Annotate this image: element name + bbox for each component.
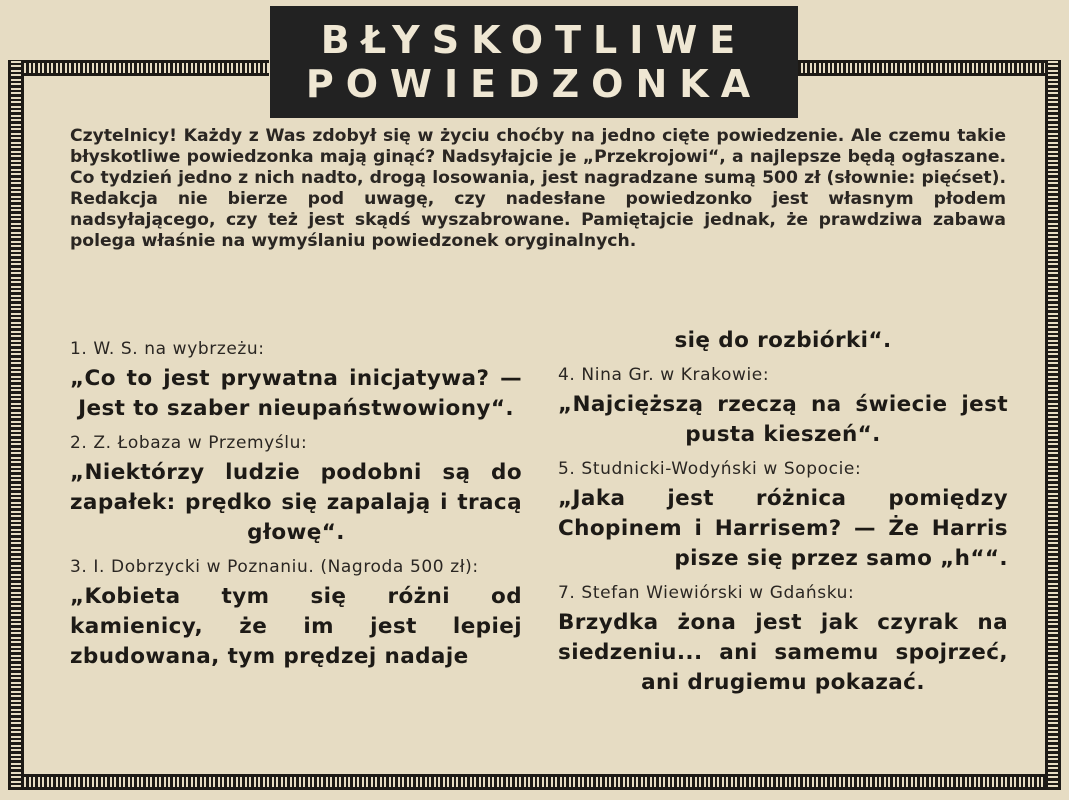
right-border: [1045, 60, 1061, 790]
entry-5-quote: „Jaka jest różnica pomiędzy Chopinem i Harrisem? — Że Harris pisze się przez samo „h““.: [558, 486, 1008, 571]
left-border: [8, 60, 24, 790]
entry-4-quote: „Najcięższą rzeczą na świecie jest pusta kieszeń“.: [558, 392, 1008, 447]
title-banner: [270, 6, 798, 118]
left-column: [70, 330, 522, 672]
entry-2-attribution: 2. Z. Łobaza w Przemyślu:: [70, 433, 308, 453]
top-border-left: [8, 60, 269, 76]
entry-3-quote-continued: się do rozbiórki“.: [674, 328, 892, 353]
entry-3-attribution: 3. I. Dobrzycki w Poznaniu. (Nagroda 500 zł):: [70, 557, 479, 577]
bottom-border: [8, 774, 1061, 790]
title-line-1: BŁYSKOTLIWE: [320, 18, 748, 62]
entry-1-quote: „Co to jest prywatna inicjatywa? — Jest to szaber nieupaństwowiony“.: [70, 366, 522, 421]
entry-2-quote: „Niektórzy ludzie podobni są do zapałek: prędko się zapalają i tracą głowę“.: [70, 460, 522, 545]
entry-5-attribution: 5. Studnicki-Wodyński w Sopocie:: [558, 459, 862, 479]
entry-3-quote: „Kobieta tym się różni od kamienicy, że im jest lepiej zbudowana, tym prędzej nadaje: [70, 584, 522, 669]
title-line-2: POWIEDZONKA: [305, 62, 763, 106]
intro-paragraph: Czytelnicy! Każdy z Was zdobył się w życiu choćby na jedno cięte powiedzenie. Ale czemu takie błyskotliwe powiedzonka mają ginąć? Nadsyłajcie je „Przekrojowi“, a najlepsze będą ogłaszane. Co tydzień jedno z nich nadto, drogą losowania, jest nagradzane sumą 500 zł (słownie: pięćset). Redakcja nie bierze pod uwagę, czy nadesłane powiedzonko jest własnym płodem nadsyłającego, czy też jest skądś wyszabrowane. Pamiętajcie jednak, że prawdziwa zabawa polega właśnie na wymyślaniu powiedzonek oryginalnych.: [70, 126, 1006, 251]
entry-1-attribution: 1. W. S. na wybrzeżu:: [70, 339, 265, 359]
top-border-right: [798, 60, 1061, 76]
entry-7-attribution: 7. Stefan Wiewiórski w Gdańsku:: [558, 583, 855, 603]
entry-4-attribution: 4. Nina Gr. w Krakowie:: [558, 365, 770, 385]
entry-7-quote: Brzydka żona jest jak czyrak na siedzeniu... ani samemu spojrzeć, ani drugiemu pokazać.: [558, 610, 1008, 695]
right-column: [558, 330, 1008, 698]
